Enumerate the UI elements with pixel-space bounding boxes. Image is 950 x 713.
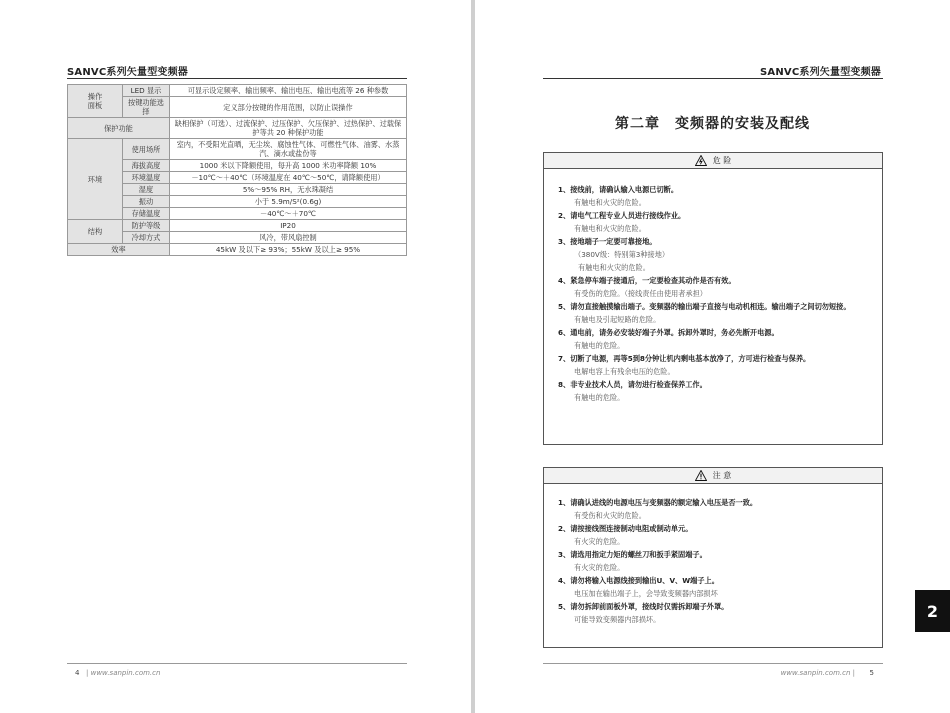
value-cell: 缺相保护（可选）、过流保护、过压保护、欠压保护、过热保护、过载保护等共 20 种保护功能 bbox=[170, 118, 407, 139]
value-cell: 45kW 及以下≥ 93%；55kW 及以上≥ 95% bbox=[170, 244, 407, 256]
subcategory-cell: 冷却方式 bbox=[123, 232, 170, 244]
list-item: 2、请电气工程专业人员进行接线作业。 有触电和火灾的危险。 bbox=[558, 211, 686, 233]
chapter-side-tab[interactable]: 2 bbox=[915, 590, 950, 632]
table-row bbox=[68, 220, 407, 232]
table-row bbox=[68, 118, 407, 139]
danger-list bbox=[544, 169, 882, 404]
subcategory-cell: 湿度 bbox=[123, 184, 170, 196]
table-row bbox=[68, 244, 407, 256]
list-item: 8、非专业技术人员，请勿进行检查保养工作。 有触电的危险。 bbox=[558, 380, 707, 402]
list-item: 5、请勿拆卸前面板外罩，接线时仅需拆卸端子外罩。 可能导致变频器内部损坏。 bbox=[558, 602, 729, 624]
danger-box-title: 危 险 bbox=[712, 156, 732, 165]
value-cell: 5%～95% RH，无水珠凝结 bbox=[170, 184, 407, 196]
value-cell: 室内，不受阳光直晒，无尘埃、腐蚀性气体、可燃性气体、油雾、水蒸汽、滴水或盐份等 bbox=[170, 139, 407, 160]
subcategory-cell: 防护等级 bbox=[123, 220, 170, 232]
category-cell: 环境 bbox=[68, 139, 123, 220]
page-number: 5 bbox=[869, 669, 874, 677]
table-row bbox=[68, 85, 407, 97]
danger-box bbox=[543, 152, 883, 445]
list-item: 4、紧急停车端子接通后，一定要检查其动作是否有效。 有受伤的危险。（接线责任由使用者承担） bbox=[558, 276, 736, 298]
header-rule bbox=[543, 78, 883, 79]
category-cell: 操作 面板 bbox=[68, 85, 123, 118]
subcategory-cell: 存储温度 bbox=[123, 208, 170, 220]
list-item: 1、接线前，请确认输入电源已切断。 有触电和火灾的危险。 bbox=[558, 185, 679, 207]
value-cell: 风冷，带风扇控制 bbox=[170, 232, 407, 244]
footer-url[interactable]: www.sanpin.com.cn | bbox=[780, 669, 855, 677]
list-item: 3、接地端子一定要可靠接地。 （380V级：特别第3种接地） 有触电和火灾的危险。 bbox=[558, 237, 670, 272]
list-item: 7、切断了电源，再等5到8分钟让机内剩电基本放净了，方可进行检查与保养。 电解电容上有残余电压的危险。 bbox=[558, 354, 811, 376]
value-cell: －40℃～＋70℃ bbox=[170, 208, 407, 220]
high-voltage-warning-icon bbox=[695, 155, 707, 166]
subcategory-cell: 使用场所 bbox=[123, 139, 170, 160]
right-page bbox=[475, 0, 950, 713]
list-item: 4、请勿将输入电源线接到输出U、V、W端子上。 电压加在输出端子上，会导致变频器内部损坏 bbox=[558, 576, 719, 598]
list-item: 2、请按接线图连接制动电阻或制动单元。 有火灾的危险。 bbox=[558, 524, 693, 546]
list-item: 3、请选用指定力矩的螺丝刀和扳手紧固端子。 有火灾的危险。 bbox=[558, 550, 707, 572]
caution-box-title: 注 意 bbox=[712, 471, 732, 480]
page-header-title: SANVC系列矢量型变频器 bbox=[67, 67, 188, 78]
page-header-title: SANVC系列矢量型变频器 bbox=[760, 67, 881, 78]
footer-rule bbox=[543, 663, 883, 664]
page-number: 4 bbox=[75, 669, 80, 677]
category-cell: 效率 bbox=[68, 244, 170, 256]
subcategory-cell: 振动 bbox=[123, 196, 170, 208]
value-cell: 可显示设定频率、输出频率、输出电压、输出电流等 26 种参数 bbox=[170, 85, 407, 97]
subcategory-cell: LED 显示 bbox=[123, 85, 170, 97]
danger-box-header bbox=[544, 153, 882, 169]
table-row bbox=[68, 139, 407, 160]
caution-box-header bbox=[544, 468, 882, 484]
left-page bbox=[0, 0, 471, 713]
list-item: 5、请勿直接触摸输出端子。变频器的输出端子直接与电动机相连。输出端子之间切勿短接。 有触电及引起短路的危险。 bbox=[558, 302, 851, 324]
list-item: 1、请确认进线的电源电压与变频器的额定输入电压是否一致。 有受伤和火灾的危险。 bbox=[558, 498, 758, 520]
subcategory-cell: 按键功能选择 bbox=[123, 97, 170, 118]
value-cell: 小于 5.9m/S²(0.6g) bbox=[170, 196, 407, 208]
footer-url[interactable]: | www.sanpin.com.cn bbox=[86, 669, 161, 677]
category-cell: 结构 bbox=[68, 220, 123, 244]
footer-rule bbox=[67, 663, 407, 664]
caution-list bbox=[544, 484, 882, 626]
subcategory-cell: 海拔高度 bbox=[123, 160, 170, 172]
subcategory-cell: 环境温度 bbox=[123, 172, 170, 184]
chapter-title: 第二章 变频器的安装及配线 bbox=[615, 116, 810, 132]
value-cell: IP20 bbox=[170, 220, 407, 232]
value-cell: 1000 米以下降额使用，每升高 1000 米功率降额 10% bbox=[170, 160, 407, 172]
spec-table bbox=[67, 84, 407, 256]
value-cell: 定义部分按键的作用范围，以防止误操作 bbox=[170, 97, 407, 118]
exclamation-warning-icon bbox=[695, 470, 707, 481]
caution-box bbox=[543, 467, 883, 648]
value-cell: －10℃～＋40℃（环境温度在 40℃～50℃，请降额使用） bbox=[170, 172, 407, 184]
category-cell: 保护功能 bbox=[68, 118, 170, 139]
header-rule bbox=[67, 78, 407, 79]
list-item: 6、通电前，请务必安装好端子外罩。拆卸外罩时，务必先断开电源。 有触电的危险。 bbox=[558, 328, 779, 350]
